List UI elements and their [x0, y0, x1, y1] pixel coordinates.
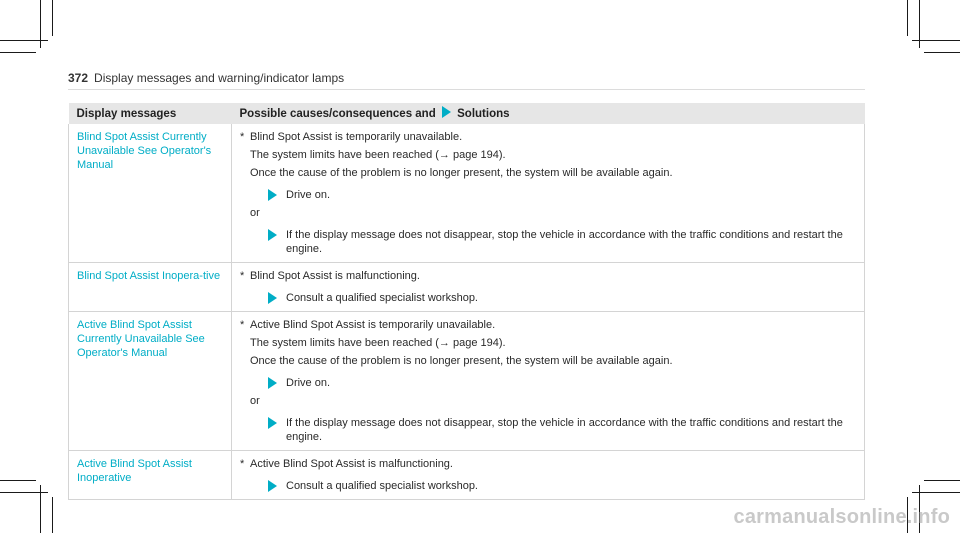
page-title: Display messages and warning/indicator lamps [94, 71, 345, 85]
arrow-right-icon [268, 229, 277, 241]
action-step [240, 376, 856, 390]
arrow-right-icon [268, 377, 277, 389]
arrow-right-icon [442, 106, 451, 118]
table-row [69, 451, 865, 500]
header-causes-solutions [232, 103, 865, 124]
action-text: Consult a qualified specialist workshop. [286, 480, 478, 492]
bullet-star: * [240, 270, 245, 282]
crop-mark-bl-v2 [52, 497, 53, 533]
arrow-right-icon [268, 292, 277, 304]
action-text: If the display message does not disappear, stop the vehicle in accordance with the traffic conditions and restart the engine. [286, 417, 843, 443]
page-header [68, 71, 865, 90]
action-step [240, 416, 856, 444]
cause-item [240, 318, 856, 332]
cause-item [240, 457, 856, 471]
action-text: If the display message does not disappear, stop the vehicle in accordance with the traffic conditions and restart the engine. [286, 229, 843, 255]
message-details [232, 263, 865, 312]
display-messages-table [68, 103, 865, 500]
bullet-star: * [240, 131, 245, 143]
or-separator: or [250, 207, 260, 219]
crop-mark-br-h2 [924, 480, 960, 481]
cause-text: Blind Spot Assist is temporarily unavailable. [250, 131, 463, 143]
bullet-star: * [240, 319, 245, 331]
crop-mark-tr-h [912, 40, 960, 41]
cause-text: Active Blind Spot Assist is malfunctioning. [250, 458, 453, 470]
action-text: Consult a qualified specialist workshop. [286, 292, 478, 304]
cause-text: Active Blind Spot Assist is temporarily unavailable. [250, 319, 496, 331]
message-name: Active Blind Spot Assist Currently Unavailable See Operator's Manual [69, 312, 232, 451]
action-step [240, 188, 856, 202]
arrow-right-icon [268, 189, 277, 201]
cause-item [240, 269, 856, 283]
bullet-star: * [240, 458, 245, 470]
crop-mark-tl-v2 [52, 0, 53, 36]
table-row [69, 312, 865, 451]
action-text: Drive on. [286, 377, 331, 389]
header-causes-label: Possible causes/consequences and [239, 108, 436, 120]
page-number: 372 [68, 71, 89, 85]
crop-mark-tl-h [0, 40, 48, 41]
header-display-messages: Display messages [69, 103, 232, 124]
arrow-right-icon [268, 480, 277, 492]
crop-mark-tl-h2 [0, 52, 36, 53]
crop-mark-tr-h2 [924, 52, 960, 53]
action-step [240, 291, 856, 305]
crop-mark-tr-v2 [907, 0, 908, 36]
message-name: Blind Spot Assist Currently Unavailable See Operator's Manual [69, 124, 232, 263]
message-details [232, 312, 865, 451]
detail-line: Once the cause of the problem is no longer present, the system will be available again. [250, 355, 673, 367]
action-text: Drive on. [286, 189, 331, 201]
detail-line: Once the cause of the problem is no longer present, the system will be available again. [250, 167, 673, 179]
message-details [232, 451, 865, 500]
watermark: carmanualsonline.info [733, 506, 950, 528]
action-step [240, 228, 856, 256]
message-name: Active Blind Spot Assist Inoperative [69, 451, 232, 500]
cause-text: Blind Spot Assist is malfunctioning. [250, 270, 420, 282]
detail-line: The system limits have been reached (→ page 194). [250, 337, 506, 349]
header-solutions-label: Solutions [457, 108, 510, 120]
or-separator: or [250, 395, 260, 407]
cause-item [240, 130, 856, 144]
message-name: Blind Spot Assist Inopera-tive [69, 263, 232, 312]
detail-line: The system limits have been reached (→ page 194). [250, 149, 506, 161]
message-details [232, 124, 865, 263]
action-step [240, 479, 856, 493]
crop-mark-br-h [912, 492, 960, 493]
table-row [69, 263, 865, 312]
table-row [69, 124, 865, 263]
crop-mark-bl-h2 [0, 480, 36, 481]
crop-mark-bl-h [0, 492, 48, 493]
table-header-row [69, 103, 865, 124]
arrow-right-icon [268, 417, 277, 429]
